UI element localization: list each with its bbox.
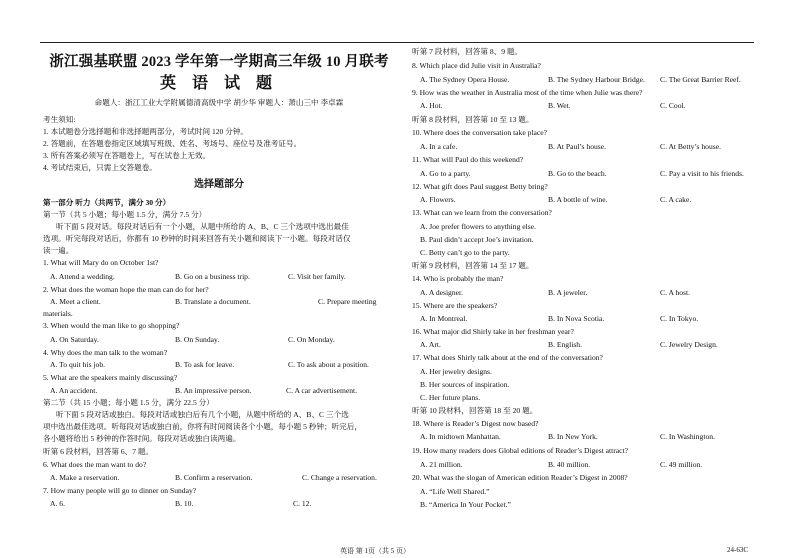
question: 14. Who is probably the man? bbox=[412, 274, 504, 283]
option-a: A. Attend a wedding. bbox=[50, 272, 115, 281]
option-b: B. 10. bbox=[175, 499, 194, 508]
option-c: C. Change a reservation. bbox=[302, 473, 377, 482]
option-b: B. A jeweler. bbox=[548, 288, 588, 297]
option-b: B. Go on a business trip. bbox=[175, 272, 250, 281]
sec1-instr: 选项。听完每段对话后，你都有 10 秒钟的时间来回答有关小题和阅读下一小题。每段对话仅 bbox=[43, 234, 351, 243]
sec2-instr: 项中选出最佳选项。听每段对话或独白前，你将有时间阅读各个小题，每小题 5 秒钟；听完后， bbox=[43, 422, 362, 431]
option-c: C. In Tokyo. bbox=[660, 314, 699, 323]
option-a: A. Her jewelry designs. bbox=[420, 367, 492, 376]
question: 17. What does Shirly talk about at the end of the conversation? bbox=[412, 353, 603, 362]
authors-line: 命题人：浙江工业大学附属德清高级中学 胡少华 审题人：萧山三中 李卓霖 bbox=[94, 98, 344, 107]
option-a: A. To quit his job. bbox=[50, 360, 106, 369]
option-a: A. In Montreal. bbox=[420, 314, 468, 323]
sec1-heading: 第一节（共 5 小题；每小题 1.5 分，满分 7.5 分） bbox=[43, 210, 207, 219]
option-a: A. In midtown Manhattan. bbox=[420, 432, 501, 441]
option-c: C. 12. bbox=[293, 499, 312, 508]
option-c: C. A host. bbox=[660, 288, 690, 297]
notice-item: 3. 所有答案必须写在答题卷上，写在试卷上无效。 bbox=[43, 151, 211, 160]
sec1-instr: 听下面 5 段对话。每段对话后有一个小题，从题中所给的 A、B、C 三个选项中选出最佳 bbox=[56, 222, 349, 231]
option-a: A. Go to a party. bbox=[420, 169, 471, 178]
option-a: A. The Sydney Opera House. bbox=[420, 75, 510, 84]
option-a: A. Art. bbox=[420, 340, 441, 349]
option-b: B. “America In Your Pocket.” bbox=[420, 500, 511, 509]
listen-instruction: 听第 7 段材料，回答第 8、9 题。 bbox=[412, 47, 523, 56]
notice-item: 4. 考试结束后，只需上交答题卷。 bbox=[43, 163, 157, 172]
top-rule bbox=[40, 42, 754, 43]
notice-heading: 考生须知: bbox=[43, 115, 76, 124]
option-c: C. A cake. bbox=[660, 195, 692, 204]
question: 1. What will Mary do on October 1st? bbox=[43, 258, 159, 267]
option-c: C. A car advertisement. bbox=[286, 386, 358, 395]
sec2-instr: 听下面 5 段对话或独白。每段对话或独白后有几个小题，从题中所给的 A、B、C 三个选 bbox=[56, 410, 349, 419]
option-c: C. Jewelry Design. bbox=[660, 340, 718, 349]
option-a: A. A designer. bbox=[420, 288, 464, 297]
option-c: C. Cool. bbox=[660, 101, 686, 110]
sec2-heading: 第二节（共 15 小题；每小题 1.5 分，满分 22.5 分） bbox=[43, 398, 214, 407]
exam-subtitle: 英 语 试 题 bbox=[159, 75, 278, 92]
option-a: A. Joe prefer flowers to anything else. bbox=[420, 222, 536, 231]
question: 11. What will Paul do this weekend? bbox=[412, 155, 524, 164]
page-footer: 英语 第 1页（共 5 页） bbox=[340, 547, 410, 555]
sec1-instr: 读一遍。 bbox=[43, 246, 74, 255]
option-b: B. English. bbox=[548, 340, 582, 349]
option-b: B. 40 million. bbox=[548, 460, 591, 469]
option-b: B. Go to the beach. bbox=[548, 169, 607, 178]
option-c: C. On Monday. bbox=[288, 335, 335, 344]
question: 19. How many readers does Global editions of Reader’s Digest attract? bbox=[412, 446, 629, 455]
notice-item: 1. 本试题卷分选择题和非选择题两部分，考试时间 120 分钟。 bbox=[43, 127, 249, 136]
option-b: B. Paul didn’t accept Joe’s invitation. bbox=[420, 235, 534, 244]
question: 15. Where are the speakers? bbox=[412, 301, 498, 310]
question: 16. What major did Shirly take in her freshman year? bbox=[412, 327, 574, 336]
option-b: B. Translate a document. bbox=[175, 297, 251, 306]
option-a: A. Meet a client. bbox=[50, 297, 101, 306]
part1-heading: 第一部分 听力（共两节，满分 30 分） bbox=[43, 198, 171, 207]
listen-instruction: 听第 8 段材料，回答第 10 至 13 题。 bbox=[412, 115, 534, 124]
option-c: C. Her future plans. bbox=[420, 393, 481, 402]
option-c: C. To ask about a position. bbox=[288, 360, 369, 369]
option-c: C. Pay a visit to his friends. bbox=[660, 169, 744, 178]
question: 20. What was the slogan of American edition Reader’s Digest in 2008? bbox=[412, 473, 628, 482]
question: 18. Where is Reader’s Digest now based? bbox=[412, 419, 539, 428]
question: 9. How was the weather in Australia most of the time when Julie was there? bbox=[412, 88, 643, 97]
option-b: B. The Sydney Harbour Bridge. bbox=[548, 75, 645, 84]
notice-item: 2. 答题前，在答题卷指定区域填写班级、姓名、考场号、座位号及准考证号。 bbox=[43, 139, 302, 148]
option-b: B. Confirm a reservation. bbox=[175, 473, 253, 482]
option-c: C. Visit her family. bbox=[288, 272, 346, 281]
option-c: C. 49 million. bbox=[660, 460, 703, 469]
option-a: A. Hot. bbox=[420, 101, 443, 110]
option-b: B. Her sources of inspiration. bbox=[420, 380, 510, 389]
option-b: B. At Paul’s house. bbox=[548, 142, 607, 151]
question: 13. What can we learn from the conversation? bbox=[412, 208, 552, 217]
option-c-continued: materials. bbox=[43, 309, 73, 318]
question: 10. Where does the conversation take place? bbox=[412, 128, 548, 137]
option-a: A. 6. bbox=[50, 499, 65, 508]
question: 3. When would the man like to go shopping? bbox=[43, 321, 180, 330]
question: 7. How many people will go to dinner on Sunday? bbox=[43, 486, 197, 495]
exam-code: 24-63C bbox=[727, 546, 748, 554]
option-b: B. An impressive person. bbox=[175, 386, 252, 395]
question: 5. What are the speakers mainly discussing? bbox=[43, 373, 178, 382]
option-a: A. Flowers. bbox=[420, 195, 456, 204]
question: 12. What gift does Paul suggest Betty bring? bbox=[412, 182, 548, 191]
option-a: A. Make a reservation. bbox=[50, 473, 120, 482]
option-b: B. Wet. bbox=[548, 101, 571, 110]
option-c: C. Prepare meeting bbox=[318, 297, 377, 306]
question: 8. Which place did Julie visit in Australia? bbox=[412, 61, 541, 70]
option-b: B. To ask for leave. bbox=[175, 360, 235, 369]
option-b: B. In New York. bbox=[548, 432, 598, 441]
option-b: B. On Sunday. bbox=[175, 335, 220, 344]
question: 4. Why does the man talk to the woman? bbox=[43, 348, 168, 357]
section-title: 选择题部分 bbox=[194, 179, 244, 190]
listen-instruction: 听第 6 段材料，回答第 6、7 题。 bbox=[43, 447, 154, 456]
option-b: B. In Nova Scotia. bbox=[548, 314, 605, 323]
option-c: C. In Washington. bbox=[660, 432, 715, 441]
option-a: A. An accident. bbox=[50, 386, 98, 395]
option-c: C. At Betty’s house. bbox=[660, 142, 721, 151]
option-a: A. “Life Well Shared.” bbox=[420, 487, 490, 496]
option-c: C. Betty can’t go to the party. bbox=[420, 248, 510, 257]
exam-title: 浙江强基联盟 2023 学年第一学期高三年级 10 月联考 bbox=[49, 54, 389, 70]
option-a: A. 21 million. bbox=[420, 460, 463, 469]
option-b: B. A bottle of wine. bbox=[548, 195, 608, 204]
listen-instruction: 听第 9 段材料，回答第 14 至 17 题。 bbox=[412, 261, 534, 270]
question: 6. What does the man want to do? bbox=[43, 460, 147, 469]
option-a: A. In a cafe. bbox=[420, 142, 458, 151]
listen-instruction: 听第 10 段材料，回答第 18 至 20 题。 bbox=[412, 406, 538, 415]
option-c: C. The Great Barrier Reef. bbox=[660, 75, 741, 84]
option-a: A. On Saturday. bbox=[50, 335, 99, 344]
sec2-instr: 各小题将给出 5 秒钟的作答时间。每段对话或独白读两遍。 bbox=[43, 434, 241, 443]
question: 2. What does the woman hope the man can do for her? bbox=[43, 285, 209, 294]
